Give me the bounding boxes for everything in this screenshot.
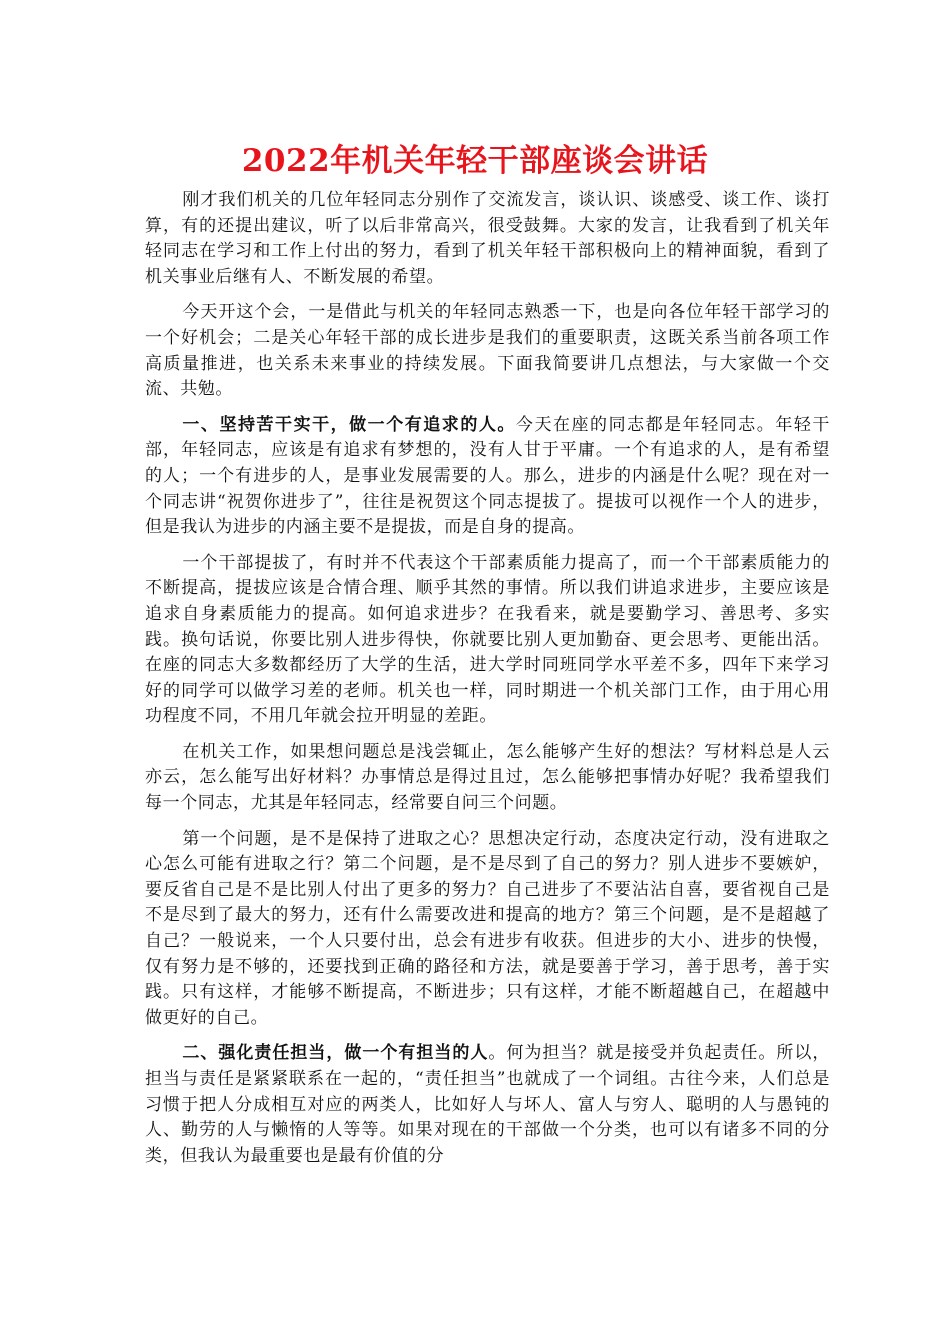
paragraph-5 — [145, 740, 830, 817]
paragraph-text: 一个干部提拔了，有时并不代表这个干部素质能力提高了，而一个干部素质能力的不断提高，提拔应该是合情合理、顺乎其然的事情。所以我们讲追求进步，主要应该是追求自身素质能力的提高。如何追求进步？在我看来，就是要勤学习、善思考、多实践。换句话说，你要比别人进步得快，你就要比别人更加勤奋、更会思考、更能出活。在座的同志大多数都经历了大学的生活，进大学时同班同学水平差不多，四年下来学习好的同学可以做学习差的老师。机关也一样，同时期进一个机关部门工作，由于用心用功程度不同，不用几年就会拉开明显的差距。 — [145, 552, 830, 727]
paragraph-2 — [145, 300, 830, 402]
paragraph-text: 今天开这个会，一是借此与机关的年轻同志熟悉一下，也是向各位年轻干部学习的一个好机会；二是关心年轻干部的成长进步是我们的重要职责，这既关系当前各项工作高质量推进，也关系未来事业的持续发展。下面我简要讲几点想法，与大家做一个交流、共勉。 — [145, 302, 830, 400]
paragraph-1 — [145, 188, 830, 290]
paragraph-6 — [145, 827, 830, 1032]
paragraph-7 — [145, 1041, 830, 1169]
paragraph-text: 。何为担当？就是接受并负起责任。所以，担当与责任是紧紧联系在一起的，“责任担当”也就成了一个词组。古往今来，人们总是习惯于把人分成相互对应的两类人，比如好人与坏人、富人与穷人、聪明的人与愚钝的人、勤劳的人与懒惰的人等等。如果对现在的干部做一个分类，也可以有诸多不同的分类，但我认为最重要也是最有价值的分 — [145, 1043, 830, 1166]
paragraph-4 — [145, 551, 830, 730]
paragraph-text: 今天在座的同志都是年轻同志。年轻干部，年轻同志，应该是有追求有梦想的，没有人甘于平庸。一个有追求的人，是有希望的人；一个有进步的人，是事业发展需要的人。那么，进步的内涵是什么呢？现在对一个同志讲“祝贺你进步了”，往往是祝贺这个同志提拔了。提拔可以视作一个人的进步，但是我认为进步的内涵主要不是提拔，而是自身的提高。 — [145, 414, 830, 538]
document-body — [145, 188, 830, 1179]
document-title: 2022年机关年轻干部座谈会讲话 — [241, 143, 709, 179]
section-heading-2: 二、强化责任担当，做一个有担当的人 — [182, 1043, 489, 1064]
paragraph-text: 在机关工作，如果想问题总是浅尝辄止，怎么能够产生好的想法？写材料总是人云亦云，怎么能写出好材料？办事情总是得过且过，怎么能够把事情办好呢？我希望我们每一个同志，尤其是年轻同志，经常要自问三个问题。 — [145, 741, 830, 814]
paragraph-3 — [145, 413, 830, 541]
section-heading-1: 一、坚持苦干实干，做一个有追求的人。 — [182, 414, 516, 435]
paragraph-text: 刚才我们机关的几位年轻同志分别作了交流发言，谈认识、谈感受、谈工作、谈打算，有的还提出建议，听了以后非常高兴，很受鼓舞。大家的发言，让我看到了机关年轻同志在学习和工作上付出的努力，看到了机关年轻干部积极向上的精神面貌，看到了机关事业后继有人、不断发展的希望。 — [145, 190, 830, 287]
paragraph-text: 第一个问题，是不是保持了进取之心？思想决定行动，态度决定行动，没有进取之心怎么可能有进取之行？第二个问题，是不是尽到了自己的努力？别人进步不要嫉妒，要反省自己是不是比别人付出了更多的努力？自己进步了不要沾沾自喜，要省视自己是不是尽到了最大的努力，还有什么需要改进和提高的地方？第三个问题，是不是超越了自己？一般说来，一个人只要付出，总会有进步有收获。但进步的大小、进步的快慢，仅有努力是不够的，还要找到正确的路径和方法，就是要善于学习，善于思考，善于实践。只有这样，才能够不断提高，不断进步；只有这样，才能不断超越自己，在超越中做更好的自己。 — [145, 828, 830, 1028]
